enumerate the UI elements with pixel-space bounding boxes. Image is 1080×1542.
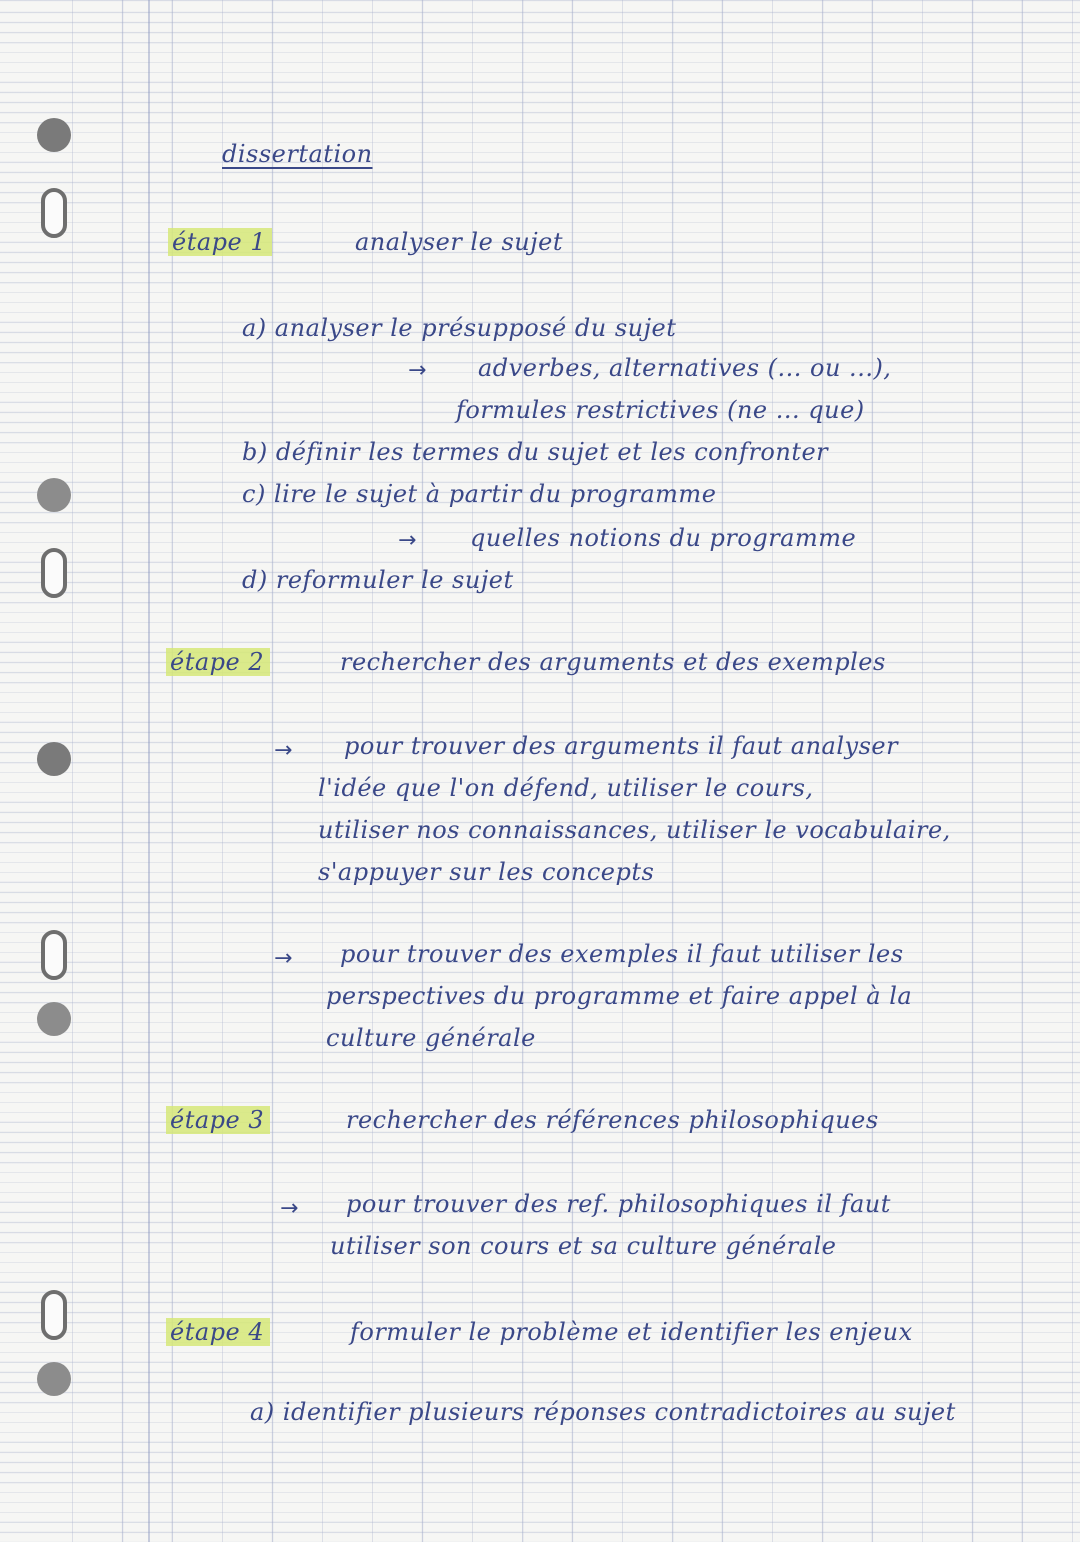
binder-hole (37, 1002, 71, 1036)
step-1-item-a-detail-2: formules restrictives (ne ... que) (456, 396, 865, 424)
step-2-label: étape 2 (166, 648, 270, 676)
step-3-text-1: pour trouver des ref. philosophiques il faut (346, 1190, 891, 1218)
step-1-item-c: c) lire le sujet à partir du programme (242, 480, 717, 508)
right-arrow-icon: → (274, 946, 293, 971)
binder-hole (37, 1362, 71, 1396)
step-4-heading: formuler le problème et identifier les enjeux (350, 1318, 913, 1346)
step-1-label: étape 1 (168, 228, 272, 256)
margin-line (148, 0, 150, 1542)
binder-hole (37, 478, 71, 512)
right-arrow-icon: → (408, 358, 427, 383)
step-2-text-5: pour trouver des exemples il faut utiliser les (340, 940, 904, 968)
binder-hole-reinforced (41, 548, 67, 598)
step-2-text-1: pour trouver des arguments il faut analyser (344, 732, 899, 760)
step-3-heading: rechercher des références philosophiques (346, 1106, 879, 1134)
right-arrow-icon: → (274, 738, 293, 763)
binder-hole-reinforced (41, 188, 67, 238)
step-4-item-a: a) identifier plusieurs réponses contradictoires au sujet (250, 1398, 956, 1426)
right-arrow-icon: → (280, 1196, 299, 1221)
binder-hole-reinforced (41, 1290, 67, 1340)
step-2-heading: rechercher des arguments et des exemples (340, 648, 886, 676)
step-3-label: étape 3 (166, 1106, 270, 1134)
step-4-label: étape 4 (166, 1318, 270, 1346)
binder-hole (37, 742, 71, 776)
step-1-item-a-detail-1: adverbes, alternatives (... ou ...), (478, 354, 892, 382)
step-2-text-4: s'appuyer sur les concepts (318, 858, 655, 886)
step-1-item-b: b) définir les termes du sujet et les confronter (242, 438, 829, 466)
step-2-text-6: perspectives du programme et faire appel à la (326, 982, 913, 1010)
binder-hole-reinforced (41, 930, 67, 980)
step-1-item-a: a) analyser le présupposé du sujet (242, 314, 677, 342)
step-1-item-c-detail: quelles notions du programme (470, 524, 857, 552)
step-1-heading: analyser le sujet (355, 228, 563, 256)
right-arrow-icon: → (398, 528, 417, 553)
step-2-text-7: culture générale (326, 1024, 536, 1052)
page-title: dissertation (222, 140, 373, 168)
binder-hole (37, 118, 71, 152)
step-1-item-d: d) reformuler le sujet (242, 566, 514, 594)
step-2-text-3: utiliser nos connaissances, utiliser le vocabulaire, (318, 816, 951, 844)
step-2-text-2: l'idée que l'on défend, utiliser le cours, (318, 774, 814, 802)
step-3-text-2: utiliser son cours et sa culture générale (330, 1232, 837, 1260)
